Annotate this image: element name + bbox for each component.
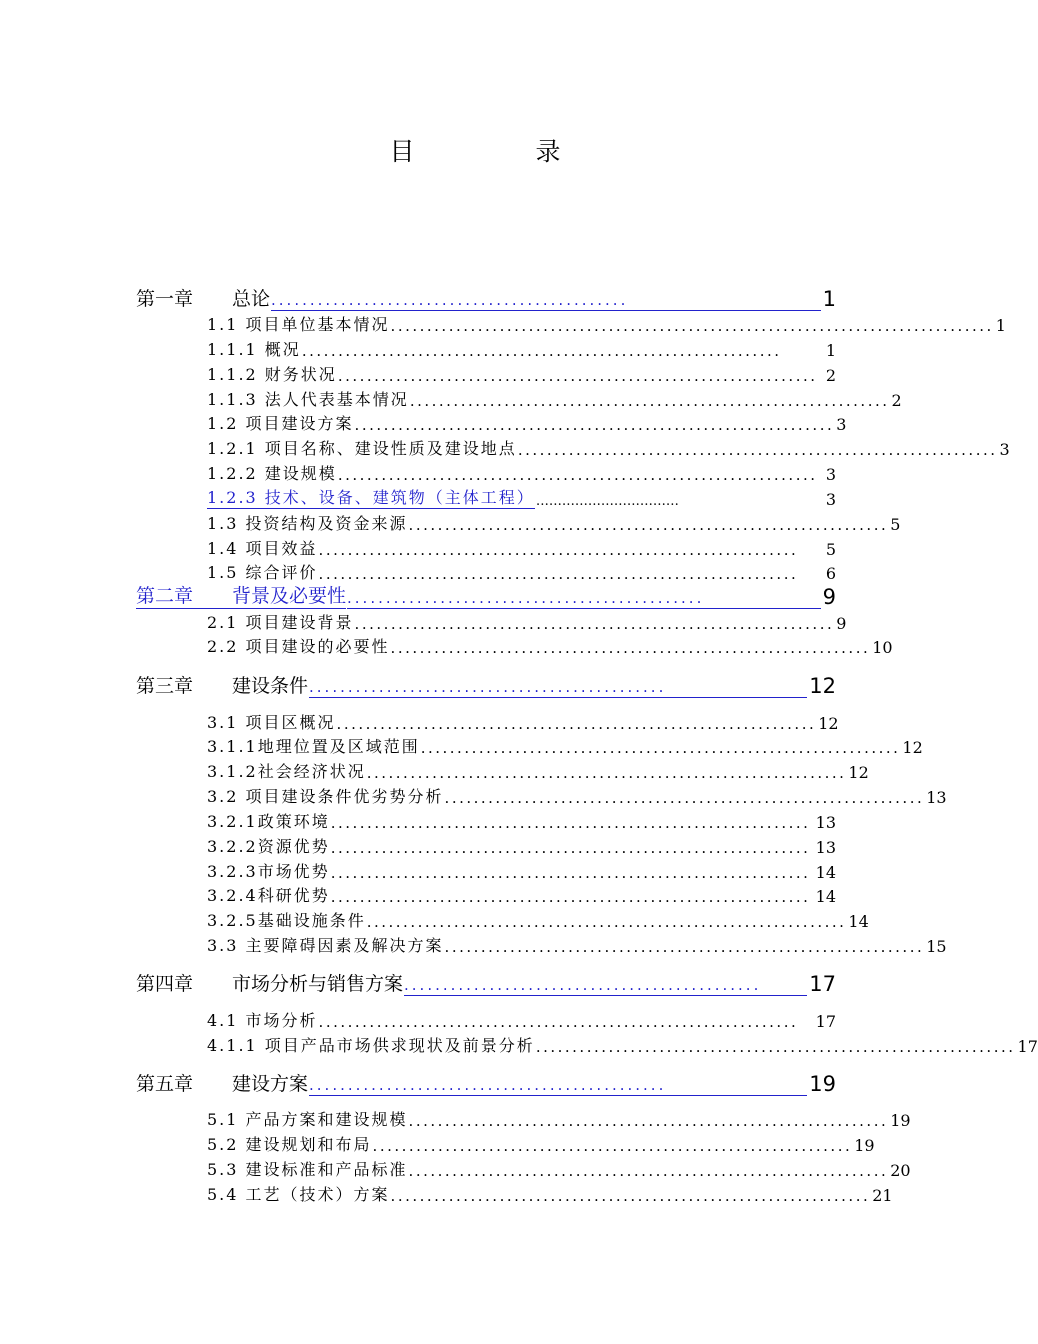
toc-section-entry[interactable] bbox=[207, 782, 947, 807]
toc-entry-label: 3.2.4科研优势 bbox=[207, 886, 330, 905]
toc-entry-label: 4.1.1 项目产品市场供求现状及前景分析 bbox=[207, 1036, 535, 1055]
page-number: 15 bbox=[926, 937, 947, 956]
page-title: 目 录 bbox=[389, 137, 609, 166]
chapter-title: 背景及必要性 bbox=[232, 585, 347, 607]
toc-section-entry[interactable] bbox=[207, 881, 836, 906]
toc-section-entry[interactable] bbox=[207, 608, 847, 633]
page-number: 21 bbox=[872, 1186, 893, 1205]
dot-leader: .................................................................. bbox=[408, 1162, 889, 1180]
dot-leader: .................................................................. bbox=[337, 367, 818, 385]
toc-section-entry[interactable] bbox=[207, 931, 947, 956]
dot-leader: .................................................................. bbox=[354, 615, 835, 633]
dot-leader: .................................................................. bbox=[409, 392, 890, 410]
toc-entry-label: 5.3 建设标准和产品标准 bbox=[207, 1160, 408, 1179]
toc-section-entry[interactable] bbox=[207, 360, 836, 385]
page-number: 3 bbox=[825, 490, 836, 509]
toc-entry-label: 5.1 产品方案和建设规模 bbox=[207, 1110, 408, 1129]
toc-section-entry[interactable] bbox=[207, 807, 836, 832]
toc-entry-label: 1.1.2 财务状况 bbox=[207, 365, 337, 384]
page-number: 12 bbox=[902, 738, 923, 757]
dot-leader: .................................................................. bbox=[420, 739, 901, 757]
page-number: 19 bbox=[809, 1072, 836, 1096]
page-number: 9 bbox=[822, 585, 836, 609]
toc-entry-label: 5.2 建设规划和布局 bbox=[207, 1135, 372, 1154]
toc-section-entry[interactable] bbox=[207, 1105, 911, 1130]
toc-entry-label: 3.2.3市场优势 bbox=[207, 862, 330, 881]
toc-entry-label: 1.2 项目建设方案 bbox=[207, 414, 354, 433]
toc-chapter-entry[interactable] bbox=[136, 668, 836, 698]
toc-section-entry[interactable] bbox=[207, 310, 1006, 335]
page-number: 20 bbox=[890, 1161, 911, 1180]
toc-entry-label bbox=[136, 1069, 308, 1096]
toc-section-entry[interactable] bbox=[207, 434, 1010, 459]
toc-entry-label: 1.3 投资结构及资金来源 bbox=[207, 514, 408, 533]
toc-section-entry[interactable] bbox=[207, 832, 836, 857]
chapter-title: 总论 bbox=[232, 288, 271, 310]
dot-leader: .................................................................. bbox=[330, 888, 811, 906]
dot-leader: .................................................................. bbox=[337, 466, 818, 484]
toc-section-entry[interactable] bbox=[207, 632, 893, 657]
page-number: 19 bbox=[890, 1111, 911, 1130]
toc-section-entry[interactable] bbox=[207, 1180, 893, 1205]
toc-entry-label bbox=[136, 969, 403, 996]
dot-leader: …………………………… bbox=[535, 494, 679, 509]
dot-leader: .................................................................. bbox=[366, 764, 847, 782]
toc-section-entry[interactable] bbox=[207, 534, 836, 559]
toc-entry-label bbox=[136, 671, 308, 698]
toc-entry-label: 3.1 项目区概况 bbox=[207, 713, 336, 732]
toc-entry-label: 1.1 项目单位基本情况 bbox=[207, 315, 390, 334]
toc-entry-label: 3.3 主要障碍因素及解决方案 bbox=[207, 936, 444, 955]
page-number: 17 bbox=[809, 972, 836, 996]
page-number: 3 bbox=[836, 415, 847, 434]
toc-chapter-entry[interactable] bbox=[136, 966, 836, 996]
dot-leader: ................................................................................... bbox=[390, 317, 994, 335]
chapter-number: 第三章 bbox=[136, 675, 194, 697]
page-number: 5 bbox=[890, 515, 901, 534]
toc-entry-label: 1.2.2 建设规模 bbox=[207, 464, 337, 483]
toc-section-entry[interactable] bbox=[207, 385, 902, 410]
toc-section-entry[interactable] bbox=[207, 459, 836, 484]
dot-leader: .................................................................. bbox=[390, 639, 871, 657]
chapter-number: 第五章 bbox=[136, 1073, 194, 1095]
toc-chapter-entry[interactable] bbox=[136, 579, 836, 609]
page-number: 2 bbox=[825, 366, 836, 385]
page-number: 17 bbox=[1017, 1037, 1038, 1056]
chapter-title: 建设条件 bbox=[232, 675, 309, 697]
toc-section-entry[interactable] bbox=[207, 732, 923, 757]
dot-leader: .................................................................. bbox=[372, 1137, 853, 1155]
dot-leader: .................................................................. bbox=[318, 565, 799, 583]
toc-entry-label: 5.4 工艺（技术）方案 bbox=[207, 1185, 390, 1204]
toc-section-entry[interactable] bbox=[207, 484, 836, 509]
toc-entry-label: 3.2.2资源优势 bbox=[207, 837, 330, 856]
dot-leader: .................................................................. bbox=[354, 416, 835, 434]
dot-leader: .................................................................. bbox=[366, 913, 847, 931]
toc-section-entry[interactable] bbox=[207, 1006, 836, 1031]
toc-entry-label bbox=[136, 581, 346, 609]
toc-chapter-entry[interactable] bbox=[136, 1066, 836, 1096]
toc-entry-label: 1.4 项目效益 bbox=[207, 539, 318, 558]
toc-chapter-entry[interactable] bbox=[136, 281, 836, 311]
toc-entry-label: 1.5 综合评价 bbox=[207, 563, 318, 582]
page-number: 14 bbox=[848, 912, 869, 931]
dot-leader: .................................................................. bbox=[408, 516, 889, 534]
toc-section-entry[interactable] bbox=[207, 857, 836, 882]
dot-leader: .............................................. bbox=[271, 290, 821, 311]
page-number: 1 bbox=[825, 341, 836, 360]
dot-leader: .............................................. bbox=[347, 588, 821, 609]
dot-leader: .................................................................. bbox=[318, 541, 799, 559]
toc-entry-label: 2.2 项目建设的必要性 bbox=[207, 637, 390, 656]
page-number: 1 bbox=[995, 316, 1006, 335]
toc-entry-label: 3.2 项目建设条件优劣势分析 bbox=[207, 787, 444, 806]
page-number: 13 bbox=[926, 788, 947, 807]
page-number: 10 bbox=[872, 638, 893, 657]
page-number: 14 bbox=[815, 887, 836, 906]
dot-leader: .................................................................. bbox=[330, 864, 811, 882]
toc-entry-label: 1.2.1 项目名称、建设性质及建设地点 bbox=[207, 439, 517, 458]
toc-section-entry[interactable] bbox=[207, 1155, 911, 1180]
dot-leader: .................................................................. bbox=[301, 342, 782, 360]
toc-section-entry[interactable] bbox=[207, 409, 847, 434]
toc-entry-label: 3.1.1地理位置及区域范围 bbox=[207, 737, 420, 756]
toc-entry-label: 2.1 项目建设背景 bbox=[207, 613, 354, 632]
chapter-title: 建设方案 bbox=[232, 1073, 309, 1095]
dot-leader: .................................................................. bbox=[408, 1112, 889, 1130]
page-number: 5 bbox=[825, 540, 836, 559]
dot-leader: .................................................................. bbox=[444, 789, 925, 807]
toc-entry-label: 3.2.1政策环境 bbox=[207, 812, 330, 831]
toc-section-entry[interactable] bbox=[207, 708, 839, 733]
dot-leader: .............................................. bbox=[309, 677, 807, 698]
toc-entry-label: 1.2.3 技术、设备、建筑物（主体工程） bbox=[207, 485, 535, 509]
dot-leader: .............................................. bbox=[309, 1075, 807, 1096]
toc-section-entry[interactable] bbox=[207, 906, 869, 931]
toc-entry-label: 1.1.1 概况 bbox=[207, 340, 301, 359]
page-number: 1 bbox=[822, 287, 836, 311]
toc-section-entry[interactable] bbox=[207, 509, 901, 534]
toc-entry-label: 3.2.5基础设施条件 bbox=[207, 911, 366, 930]
page-number: 2 bbox=[891, 391, 902, 410]
dot-leader: .................................................................. bbox=[318, 1013, 799, 1031]
dot-leader: .................................................................. bbox=[390, 1187, 871, 1205]
toc-entry-label: 4.1 市场分析 bbox=[207, 1011, 318, 1030]
dot-leader: .................................................................. bbox=[444, 938, 925, 956]
dot-leader: .................................................................. bbox=[330, 839, 811, 857]
dot-leader: .................................................................. bbox=[330, 814, 811, 832]
page-number: 19 bbox=[854, 1136, 875, 1155]
page-number: 12 bbox=[848, 763, 869, 782]
dot-leader: .................................................................. bbox=[535, 1038, 1016, 1056]
toc-section-entry[interactable] bbox=[207, 335, 836, 360]
page-number: 9 bbox=[836, 614, 847, 633]
page-number: 13 bbox=[815, 838, 836, 857]
page-number: 3 bbox=[825, 465, 836, 484]
chapter-title: 市场分析与销售方案 bbox=[232, 973, 404, 995]
toc-section-entry[interactable] bbox=[207, 1031, 1038, 1056]
dot-leader: .................................................................. bbox=[336, 715, 817, 733]
dot-leader: .............................................. bbox=[404, 975, 807, 996]
page-number: 12 bbox=[818, 714, 839, 733]
toc-entry-label bbox=[136, 284, 270, 311]
toc-entry-label: 1.1.3 法人代表基本情况 bbox=[207, 390, 409, 409]
page-number: 13 bbox=[815, 813, 836, 832]
toc-section-entry[interactable] bbox=[207, 1130, 875, 1155]
chapter-number: 第二章 bbox=[136, 585, 194, 607]
page-number: 6 bbox=[825, 564, 836, 583]
chapter-number: 第一章 bbox=[136, 288, 194, 310]
page-number: 14 bbox=[815, 863, 836, 882]
toc-section-entry[interactable] bbox=[207, 757, 869, 782]
page-number: 17 bbox=[815, 1012, 836, 1031]
toc-entry-label: 3.1.2社会经济状况 bbox=[207, 762, 366, 781]
dot-leader: .................................................................. bbox=[517, 441, 998, 459]
page-number: 3 bbox=[999, 440, 1010, 459]
page-number: 12 bbox=[809, 674, 836, 698]
chapter-number: 第四章 bbox=[136, 973, 194, 995]
